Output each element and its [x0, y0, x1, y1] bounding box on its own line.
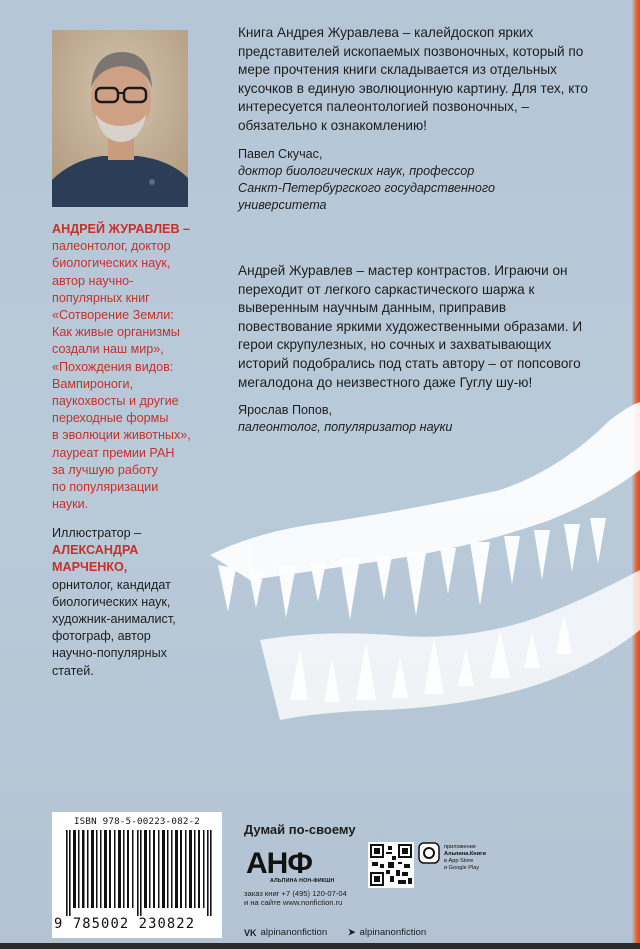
author-bio-line: «Сотворение Земли:: [52, 308, 174, 323]
author-bio-line: лауреат премии РАН: [52, 445, 175, 460]
bottom-edge: [0, 943, 640, 949]
publisher-logo: [244, 841, 356, 881]
illustrator-bio-line: научно-популярных: [52, 646, 167, 661]
dinosaur-skull-illustration: [200, 380, 640, 780]
illustrator-bio-line: статей.: [52, 663, 94, 678]
qr-code: [368, 842, 414, 888]
author-bio-line: переходные формы: [52, 411, 169, 426]
author-bio-line: Как живые организмы: [52, 325, 180, 340]
author-bio-line: биологических наук,: [52, 256, 171, 271]
illustrator-bio-line: фотограф, автор: [52, 629, 151, 644]
app-line: Альпина.Книги: [444, 851, 486, 857]
author-bio-line: паукохвосты и другие: [52, 394, 179, 409]
app-line: и Google Play: [444, 865, 480, 871]
quote-author: Ярослав Попов,: [238, 403, 333, 418]
quote-text: Книга Андрея Журавлева – калейдоскоп ярких представителей ископаемых позвоночных, который по мере прочтения книги складывается из отдельных кусочков в единую эволюционную картину. Для тех, кто интересуется палеонтологией позвоночных, – обязательно к ознакомлению!: [238, 25, 588, 133]
vk-icon: VK: [244, 927, 257, 938]
author-bio-line: создали наш мир»,: [52, 342, 164, 357]
isbn-number: ISBN 978-5-00223-082-2: [73, 816, 201, 827]
app-store-info: [444, 844, 514, 872]
telegram-icon: ➤: [348, 927, 356, 937]
illustrator-bio-line: художник-анималист,: [52, 612, 176, 627]
vk-handle: alpinanonfiction: [260, 927, 328, 938]
author-bio-line: по популяризации: [52, 480, 159, 495]
author-photo: [52, 30, 188, 207]
quote-author: Павел Скучас,: [238, 146, 323, 161]
illustrator-name: МАРЧЕНКО,: [52, 560, 128, 575]
quote-author-role: Санкт-Петербургского государственного: [238, 180, 495, 195]
quote-author-role: палеонтолог, популяризатор науки: [238, 420, 453, 435]
author-bio-line: популярных книг: [52, 290, 150, 305]
app-line: в App Store: [444, 858, 474, 864]
publisher-logo-subtitle: АЛЬПИНА НОН-ФИКШН: [270, 878, 335, 884]
author-bio-line: «Похождения видов:: [52, 359, 174, 374]
illustrator-bio-line: орнитолог, кандидат: [52, 577, 171, 592]
author-bio-line: палеонтолог, доктор: [52, 239, 171, 254]
social-telegram: [348, 927, 426, 938]
author-bio-line: науки.: [52, 497, 89, 512]
app-line: приложение: [444, 844, 476, 850]
author-bio-line: в эволюции животных»,: [52, 428, 191, 443]
illustrator-bio: [52, 525, 212, 680]
author-name: АНДРЕЙ ЖУРАВЛЕВ –: [52, 222, 191, 236]
quote-skuchas: [238, 24, 598, 214]
illustrator-bio-line: биологических наук,: [52, 594, 171, 609]
barcode-bars: [66, 830, 216, 916]
quote-author-role: доктор биологических наук, профессор: [238, 163, 475, 178]
social-vk: [244, 927, 327, 938]
quote-popov: [238, 262, 598, 436]
order-phone: заказ книг +7 (495) 120-07-04: [244, 889, 347, 898]
ean-digits: 9 785002 230822: [54, 916, 196, 932]
author-bio-line: за лучшую работу: [52, 462, 158, 477]
quote-author-role: университета: [238, 197, 327, 212]
logo-text: АНФ: [246, 847, 312, 880]
illustrator-label: Иллюстратор –: [52, 526, 142, 540]
order-site: и на сайте www.nonfiction.ru: [244, 898, 343, 908]
author-bio-line: Вампироноги,: [52, 376, 134, 391]
app-icon: [418, 842, 440, 864]
quote-text: Андрей Журавлев – мастер контрастов. Играючи он переходит от легкого саркастического шаржа к выверенным научным данным, приправив повествование яркими художественными образами. И герои скрупулезных, но сочных и захватывающих историй подобрались под стать автору – от попсового мегалодона до неизвестного даже Гуглу шу-ю!: [238, 263, 583, 390]
telegram-handle: alpinanonfiction: [359, 927, 427, 938]
order-info: [244, 889, 374, 908]
barcode: [52, 812, 222, 938]
illustrator-name: АЛЕКСАНДРА: [52, 543, 139, 558]
author-bio: [52, 221, 212, 513]
author-bio-line: автор научно-: [52, 273, 134, 288]
publisher-slogan: Думай по-своему: [244, 822, 356, 837]
